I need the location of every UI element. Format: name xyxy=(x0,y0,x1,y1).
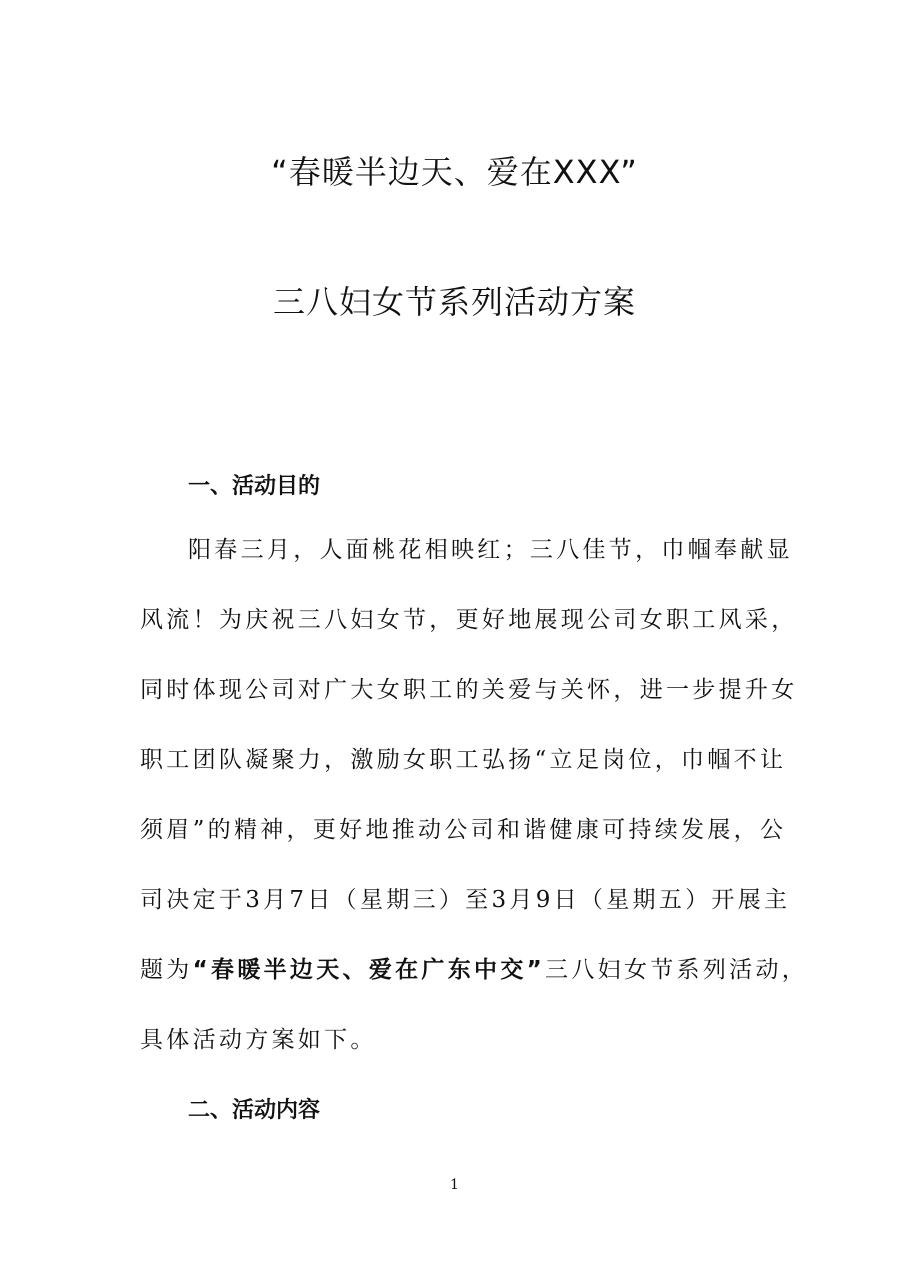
section-heading-content: 二、活动内容 xyxy=(188,1098,321,1123)
paragraph-line: 同时体现公司对广大女职工的关爱与关怀，进一步提升女 xyxy=(140,677,798,703)
paragraph-line: 须眉”的精神，更好地推动公司和谐健康可持续发展，公 xyxy=(140,817,787,843)
document-title-line-2: 三八妇女节系列活动方案 xyxy=(272,283,636,321)
paragraph-line: 阳春三月，人面桃花相映红；三八佳节，巾帼奉献显 xyxy=(188,537,793,563)
bold-theme-text: “春暖半边天、爱在广东中交” xyxy=(192,957,546,983)
paragraph-line xyxy=(140,950,809,1020)
paragraph-line: 具体活动方案如下。 xyxy=(140,1027,377,1053)
line-text-prefix: 题为 xyxy=(140,957,193,983)
paragraph-line: 风流！为庆祝三八妇女节，更好地展现公司女职工风采， xyxy=(140,607,798,633)
document-title-line-1: “春暖半边天、爱在XXX” xyxy=(271,153,638,191)
paragraph-line: 职工团队凝聚力，激励女职工弘扬“立足岗位，巾帼不让 xyxy=(140,747,787,773)
line-text-suffix: 三八妇女节系列活动， xyxy=(545,957,809,983)
section-heading-purpose: 一、活动目的 xyxy=(188,474,321,499)
purpose-paragraph xyxy=(140,530,809,1090)
paragraph-line: 司决定于3月7日（星期三）至3月9日（星期五）开展主 xyxy=(140,887,791,913)
page-number: 1 xyxy=(450,1177,459,1193)
